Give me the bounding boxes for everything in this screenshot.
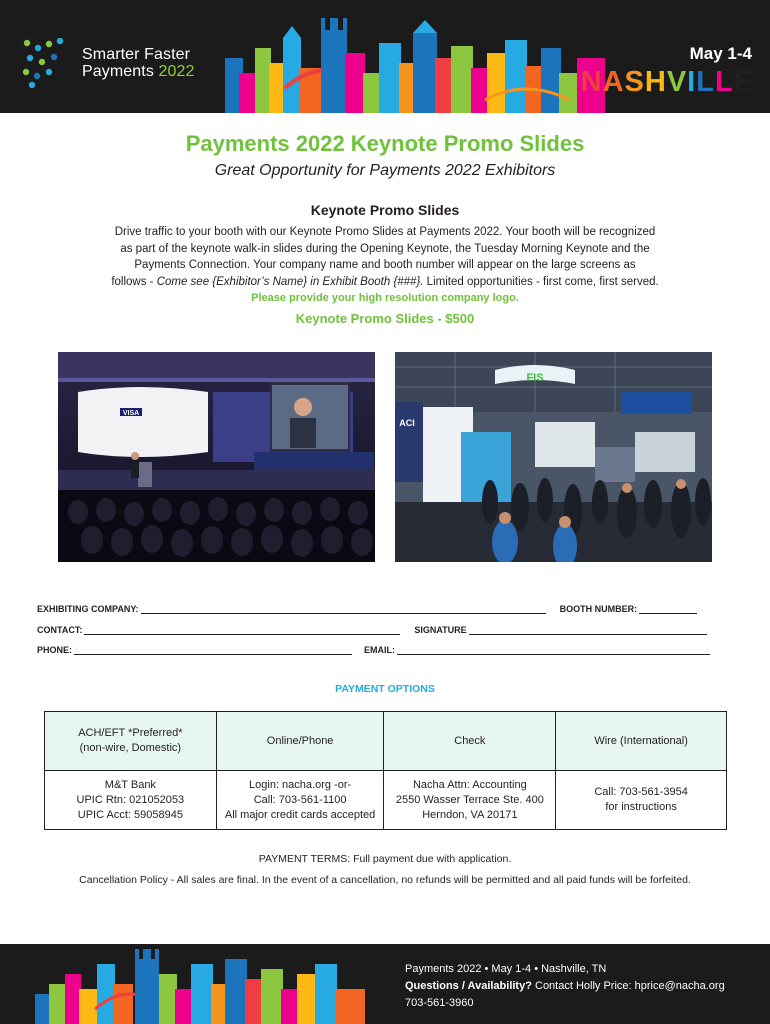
booth-number-field[interactable] (639, 605, 697, 614)
contact-field[interactable] (84, 626, 400, 635)
footer-phone: 703-561-3960 (405, 997, 474, 1009)
company-field[interactable] (141, 605, 546, 614)
signature-label: SIGNATURE (414, 625, 467, 635)
stage-screen-brand: VISA (122, 410, 140, 417)
logo-line2: Payments (82, 63, 154, 80)
logo-request-note: Please provide your high resolution company logo. (251, 292, 519, 304)
form-row-phone (37, 645, 710, 655)
header-banner (0, 0, 770, 113)
payment-options-table (44, 711, 727, 830)
email-label: EMAIL: (364, 645, 396, 655)
payment-options-heading: PAYMENT OPTIONS (335, 683, 435, 695)
booth-side-text: ACI (399, 418, 415, 428)
footer-contact-info (405, 961, 725, 1012)
phone-label: PHONE: (37, 645, 73, 655)
company-label: EXHIBITING COMPANY: (37, 604, 139, 614)
booth-number-label: BOOTH NUMBER: (559, 604, 638, 614)
event-date: May 1-4 (689, 44, 752, 63)
event-logo (82, 46, 195, 80)
event-city-wordmark: NASHVILLE (580, 66, 754, 98)
email-field[interactable] (397, 646, 710, 655)
table-header-row (45, 712, 727, 771)
cell-online: Login: nacha.org -or- Call: 703-561-1100 All major credit cards accepted (216, 771, 384, 830)
logo-year: 2022 (158, 63, 195, 80)
footer-event-line: Payments 2022 • May 1-4 • Nashville, TN (405, 963, 607, 975)
footer-skyline-illustration (35, 944, 365, 1024)
footer-contact-line: Questions / Availability? Contact Holly Price: hprice@nacha.org (405, 980, 725, 992)
phone-field[interactable] (74, 646, 352, 655)
header-wire: Wire (International) (556, 712, 727, 771)
cell-ach: M&T Bank UPIC Rtn: 021052053 UPIC Acct: 59058945 (45, 771, 217, 830)
header-online: Online/Phone (216, 712, 384, 771)
keynote-stage-photo (58, 352, 375, 562)
signature-field[interactable] (469, 626, 707, 635)
cell-check: Nacha Attn: Accounting 2550 Wasser Terrace Ste. 400 Herndon, VA 20171 (384, 771, 556, 830)
page-subtitle: Great Opportunity for Payments 2022 Exhibitors (214, 162, 556, 179)
form-row-contact (37, 625, 707, 635)
price-label: Keynote Promo Slides - $500 (295, 311, 475, 326)
exhibit-hall-photo (395, 352, 712, 562)
nashville-skyline-illustration (225, 18, 605, 113)
cell-wire: Call: 703-561-3954 for instructions (556, 771, 727, 830)
table-row (45, 771, 727, 830)
logo-dots-icon (22, 38, 72, 88)
payment-terms: PAYMENT TERMS: Full payment due with application. (258, 853, 512, 865)
cancellation-policy: Cancellation Policy - All sales are final. In the event of a cancellation, no refunds will be permitted and all paid funds will be forfeited. (79, 874, 691, 886)
page-title: Payments 2022 Keynote Promo Slides (185, 131, 585, 156)
header-ach: ACH/EFT *Preferred* (non-wire, Domestic) (45, 712, 217, 771)
booth-sign-text: FIS (526, 372, 544, 384)
logo-line1: Smarter Faster (82, 46, 191, 63)
contact-label: CONTACT: (37, 625, 83, 635)
section-heading: Keynote Promo Slides (310, 202, 460, 218)
description-paragraph: Drive traffic to your booth with our Keynote Promo Slides at Payments 2022. Your booth will be recognized as part of the keynote walk-in slides during the Opening Keynote, the Tuesday Morning Keynote and the Payments Connection. Your company name and booth number will appear on the large screens as follows - Come see {Exhibitor’s Name} in Exhibit Booth {###}. Limited opportunities - first come, first served. (111, 226, 659, 288)
footer-banner (0, 944, 770, 1024)
form-row-company (37, 604, 697, 614)
header-check: Check (384, 712, 556, 771)
